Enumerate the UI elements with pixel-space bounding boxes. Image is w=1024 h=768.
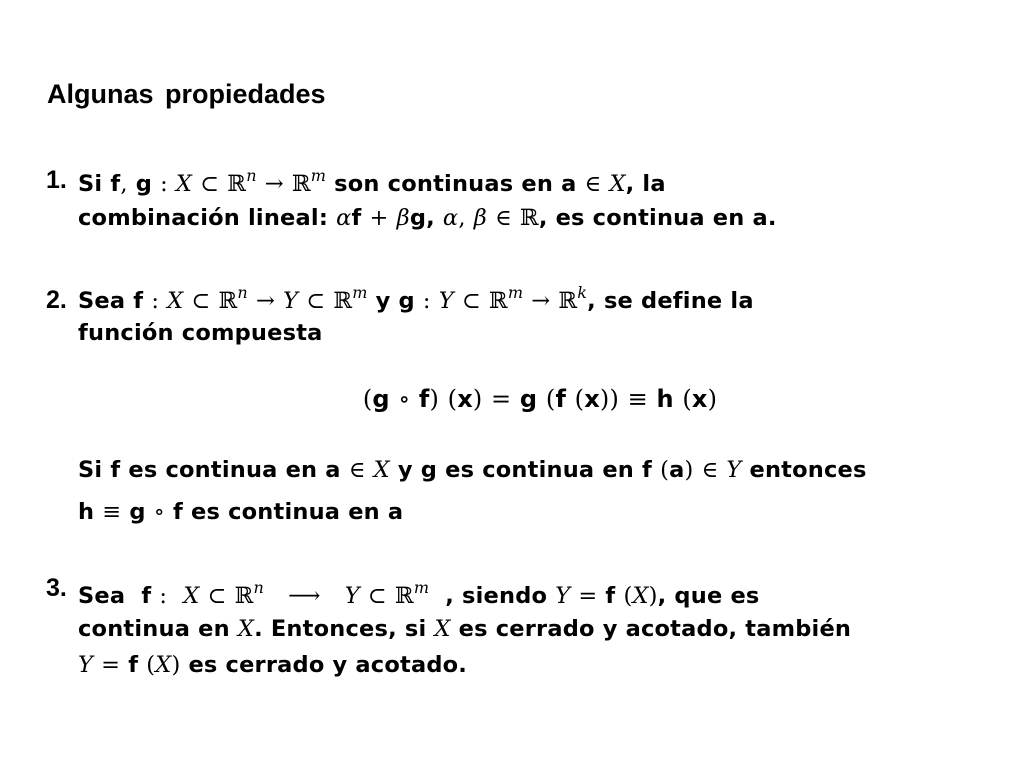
item-number-1: 1.	[46, 166, 67, 194]
item-1-line-2: combinación lineal: αf + βg, α, β ∈ ℝ, es continua en a.	[78, 205, 777, 231]
item-number-3: 3.	[46, 574, 67, 602]
item-2-line-2: función compuesta	[78, 320, 323, 346]
item-3-line-2: continua en X. Entonces, si X es cerrado y acotado, también	[78, 616, 852, 642]
item-1-line-1: Si f, g : X ⊂ ℝ$^n$ → ℝ$^m$ son continuas en a ∈ X, la	[78, 166, 666, 197]
item-3-line-1: Sea f : X ⊂ ℝ$^n$ ⟶ Y ⊂ ℝ$^m$ , siendo Y = f (X), que es	[78, 578, 760, 609]
item-2-line-1: Sea f : X ⊂ ℝ$^n$ → Y ⊂ ℝ$^m$ y g : Y ⊂ ℝ$^m$ → ℝ$^k$, se define la	[78, 283, 754, 314]
item-2-followup-1: Si f es continua en a ∈ X y g es continua en f (a) ∈ Y entonces	[78, 457, 867, 483]
item-2-followup-2: h ≡ g ∘ f es continua en a	[78, 499, 404, 525]
composition-formula: (g ∘ f) (x) = g (f (x)) ≡ h (x)	[362, 385, 718, 413]
item-3-line-3: Y = f (X) es cerrado y acotado.	[78, 652, 468, 678]
item-number-2: 2.	[46, 286, 67, 314]
slide-title: Algunas propiedades	[47, 79, 326, 109]
